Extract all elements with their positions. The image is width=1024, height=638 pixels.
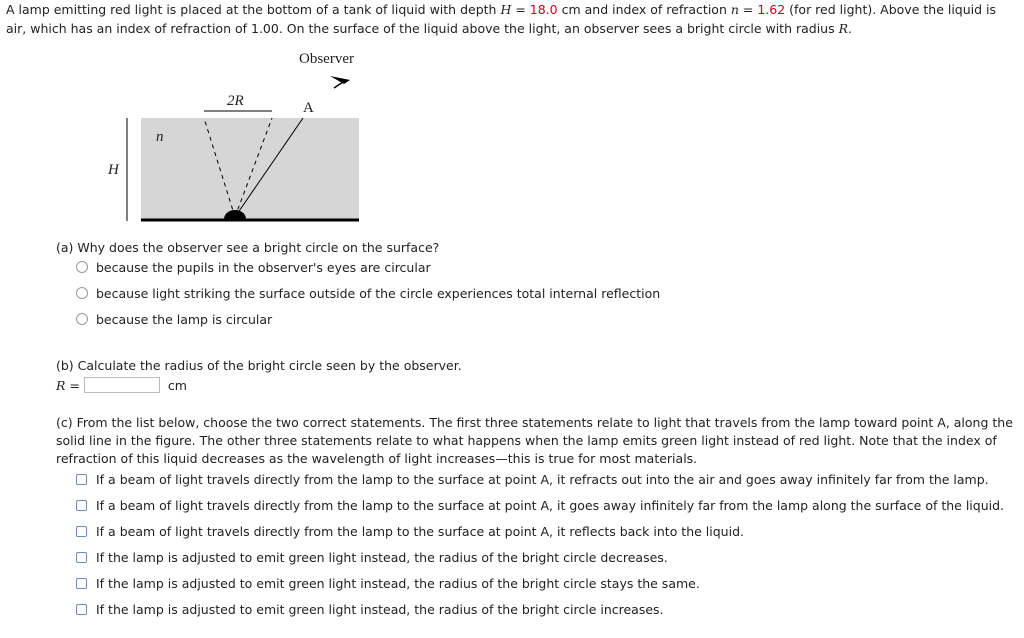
option-label: If the lamp is adjusted to emit green light instead, the radius of the bright circle stays the same. [96,575,700,591]
part-c-option-3[interactable] [56,522,1016,540]
tank-diagram [100,45,380,235]
observer-eye-icon [330,76,350,84]
checkbox[interactable] [76,526,87,537]
part-a-question: (a) Why does the observer see a bright circle on the surface? [56,240,440,255]
option-label: If a beam of light travels directly from the lamp to the surface at point A, it goes away infinitely far from the lamp along the surface of the liquid. [96,497,1005,513]
part-a-option-1[interactable] [56,258,1016,276]
part-c-option-2[interactable] [56,496,1016,514]
checkbox[interactable] [76,474,87,485]
intro-text-1: A lamp emitting red light is placed at the bottom of a tank of liquid with depth [6,2,501,17]
two-r-label: 2R [227,93,244,109]
part-a-option-2[interactable] [56,284,1016,302]
part-c-option-4[interactable] [56,548,1016,566]
part-a-option-3[interactable] [56,310,1016,328]
option-label: because light striking the surface outside of the circle experiences total internal reflection [96,285,661,301]
unit-label: cm [167,377,187,393]
part-c [56,414,1016,618]
answer-row [56,377,1016,393]
depth-value: 18.0 [529,2,558,17]
part-a [56,239,1016,328]
part-b-question: (b) Calculate the radius of the bright circle seen by the observer. [56,358,462,373]
liquid-region [141,118,359,219]
option-label: If the lamp is adjusted to emit green light instead, the radius of the bright circle decreases. [96,549,668,565]
checkbox[interactable] [76,604,87,615]
depth-symbol: H [500,2,512,17]
depth-h-label: H [108,162,119,178]
equals-1: = [511,2,530,17]
part-c-option-1[interactable] [56,470,1016,488]
checkbox[interactable] [76,500,87,511]
part-c-question: (c) From the list below, choose the two correct statements. The first three statements relate to light that travels from the lamp toward point A, along the solid line in the figure. The other three statements relate to what happens when the lamp emits green light instead of red light. Note that the index of refraction of this liquid decreases as the wavelength of light increases—this is true for most materials. [56,415,1013,466]
equals-2: = [738,2,758,17]
checkbox[interactable] [76,552,87,563]
option-label: If a beam of light travels directly from the lamp to the surface at point A, it reflects back into the liquid. [96,523,744,539]
radius-var-label: R = [56,377,80,393]
option-label: because the lamp is circular [96,311,273,327]
checkbox[interactable] [76,578,87,589]
observer-sight-line [334,82,343,88]
radius-symbol: R [838,21,849,36]
problem-statement [6,0,1018,38]
radio-button[interactable] [76,261,88,273]
index-n-label: n [156,129,164,145]
radius-answer-input[interactable] [84,377,160,393]
observer-label: Observer [299,51,354,67]
radio-button[interactable] [76,287,88,299]
part-b [56,357,1016,393]
intro-text-4: . [848,21,852,36]
option-label: because the pupils in the observer's eyes are circular [96,259,431,275]
radio-button[interactable] [76,313,88,325]
tank-figure [100,45,380,235]
part-c-option-6[interactable] [56,600,1016,618]
intro-text-2: cm and index of refraction [557,2,731,17]
index-value: 1.62 [757,2,786,17]
option-label: If a beam of light travels directly from the lamp to the surface at point A, it refracts out into the air and goes away infinitely far from the lamp. [96,471,989,487]
index-symbol: n [730,2,739,17]
point-a-label: A [303,100,314,116]
intro-text-3: (for red light). Above the liquid is air, which has an index of refraction of 1.00. On the surface of the liquid above the light, an observer sees a bright circle with radius [6,2,997,36]
part-c-option-5[interactable] [56,574,1016,592]
option-label: If the lamp is adjusted to emit green light instead, the radius of the bright circle increases. [96,601,664,617]
